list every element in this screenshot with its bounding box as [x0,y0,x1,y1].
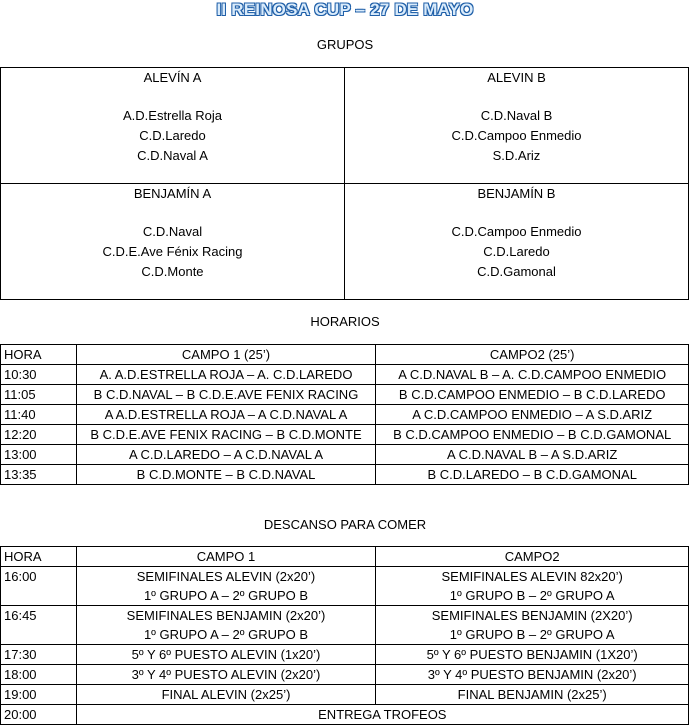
match-line: 1º GRUPO B – 2º GRUPO A [449,627,615,642]
cell-campo2 [376,665,689,685]
cell-campo2 [376,606,689,645]
cell-campo1: B C.D.MONTE – B C.D.NAVAL [76,465,376,485]
header-campo2: CAMPO2 (25’) [376,345,689,365]
match-line: 5º Y 6º PUESTO ALEVIN (1x20’) [131,647,321,662]
cell-campo2: B C.D.CAMPOO ENMEDIO – B C.D.LAREDO [376,385,689,405]
cell-campo1 [76,645,376,665]
cell-campo2: B C.D.LAREDO – B C.D.GAMONAL [376,465,689,485]
team-name: S.D.Ariz [492,148,541,163]
table-row [1,365,689,385]
cell-campo2: A C.D.NAVAL B – A S.D.ARIZ [376,445,689,465]
cell-campo1 [76,685,376,705]
team-name: A.D.Estrella Roja [122,108,222,123]
match-line: SEMIFINALES ALEVIN (2x20’) [136,569,316,584]
cell-hora: 10:30 [1,365,77,385]
table-row [1,465,689,485]
header-campo1: CAMPO 1 [76,547,376,567]
group-name: BENJAMÍN A [133,186,212,201]
table-row [1,685,689,705]
table-row [1,665,689,685]
team-name: C.D.Campoo Enmedio [451,128,582,143]
cell-hora: 12:20 [1,425,77,445]
table-row [1,445,689,465]
match-line: 3º Y 4º PUESTO ALEVIN (2x20’) [131,667,321,682]
horarios-heading: HORARIOS [310,314,380,329]
cell-hora: 13:35 [1,465,77,485]
match-line: SEMIFINALES BENJAMIN (2x20’) [126,608,326,623]
team-name: C.D.Campoo Enmedio [451,224,582,239]
cell-hora: 20:00 [1,705,77,725]
cell-campo1: B C.D.E.AVE FENIX RACING – B C.D.MONTE [76,425,376,445]
group-name: ALEVIN B [487,70,546,85]
team-name: C.D.E.Ave Fénix Racing [102,244,243,259]
cell-campo1: A. A.D.ESTRELLA ROJA – A. C.D.LAREDO [76,365,376,385]
match-line: 1º GRUPO A – 2º GRUPO B [143,588,309,603]
page-title: II REINOSA CUP – 27 DE MAYO [216,0,474,19]
match-line: FINAL ALEVIN (2x25’) [161,687,291,702]
team-name: C.D.Gamonal [477,264,556,279]
cell-campo1 [76,567,376,606]
table-row [1,405,689,425]
table-row [1,425,689,445]
header-campo1: CAMPO 1 (25’) [76,345,376,365]
group-cell [1,184,345,300]
team-name: C.D.Monte [141,264,204,279]
table-header-row [1,547,689,567]
group-cell [1,68,345,184]
grupos-heading: GRUPOS [316,37,374,52]
table-row [1,606,689,645]
cell-hora: 17:30 [1,645,77,665]
cell-campo1 [76,606,376,645]
cell-entrega: ENTREGA TROFEOS [76,705,688,725]
table-row [1,567,689,606]
match-line: 5º Y 6º PUESTO BENJAMIN (1X20’) [426,647,638,662]
match-line: SEMIFINALES BENJAMIN (2X20’) [431,608,633,623]
cell-hora: 11:05 [1,385,77,405]
cell-campo2 [376,567,689,606]
group-name: ALEVÍN A [143,70,202,85]
cell-hora: 11:40 [1,405,77,425]
cell-hora: 13:00 [1,445,77,465]
table-row [1,385,689,405]
cell-campo1: B C.D.NAVAL – B C.D.E.AVE FENIX RACING [76,385,376,405]
team-name: C.D.Naval A [137,148,208,163]
match-line: 1º GRUPO A – 2º GRUPO B [143,627,309,642]
team-name: C.D.Naval [142,224,203,239]
cell-campo2: A C.D.NAVAL B – A. C.D.CAMPOO ENMEDIO [376,365,689,385]
match-line: 1º GRUPO B – 2º GRUPO A [449,588,615,603]
cell-hora: 19:00 [1,685,77,705]
cell-hora: 18:00 [1,665,77,685]
table-header-row [1,345,689,365]
descanso-heading: DESCANSO PARA COMER [263,517,427,532]
cell-campo2: A C.D.CAMPOO ENMEDIO – A S.D.ARIZ [376,405,689,425]
header-hora: HORA [1,547,77,567]
team-name: C.D.Laredo [483,244,550,259]
match-line: 3º Y 4º PUESTO BENJAMIN (2x20’) [427,667,637,682]
group-cell [344,68,688,184]
cell-campo1 [76,665,376,685]
table-row [1,705,689,725]
group-name: BENJAMÍN B [477,186,556,201]
group-cell [344,184,688,300]
cell-campo2 [376,645,689,665]
match-line: FINAL BENJAMIN (2x25’) [457,687,607,702]
horarios-table [0,344,689,485]
cell-campo2 [376,685,689,705]
cell-hora: 16:00 [1,567,77,606]
team-name: C.D.Laredo [139,128,206,143]
groups-table [0,67,689,300]
match-line: SEMIFINALES ALEVIN 82x20’) [441,569,623,584]
team-name: C.D.Naval B [480,108,553,123]
cell-campo1: A C.D.LAREDO – A C.D.NAVAL A [76,445,376,465]
cell-campo2: B C.D.CAMPOO ENMEDIO – B C.D.GAMONAL [376,425,689,445]
cell-campo1: A A.D.ESTRELLA ROJA – A C.D.NAVAL A [76,405,376,425]
header-campo2: CAMPO2 [376,547,689,567]
cell-hora: 16:45 [1,606,77,645]
header-hora: HORA [1,345,77,365]
table-row [1,645,689,665]
tarde-table [0,546,689,725]
